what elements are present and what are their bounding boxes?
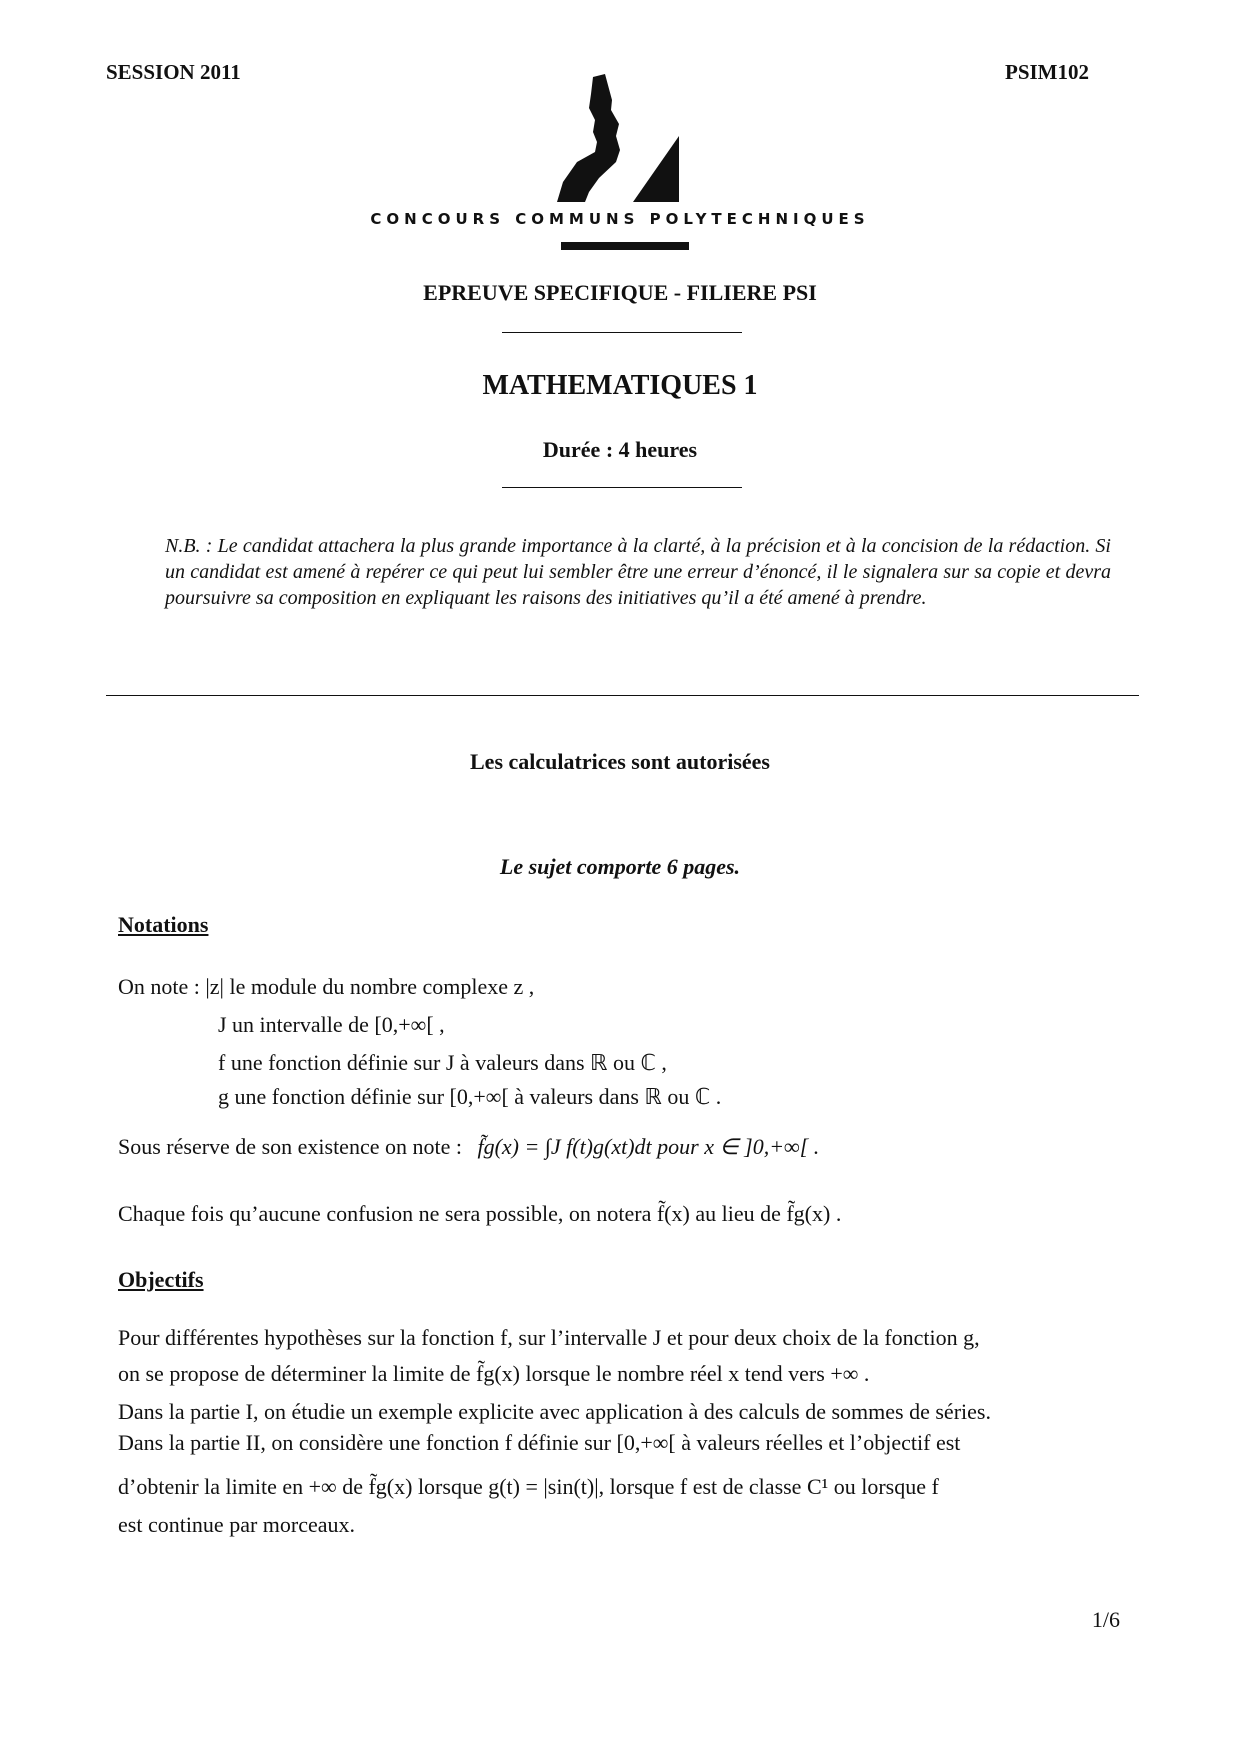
objectif-line: d’obtenir la limite en +∞ de f̃g(x) lorsque g(t) = |sin(t)|, lorsque f est de classe C¹ ou lorsque f [118,1474,939,1499]
objectif-line: Pour différentes hypothèses sur la fonction f, sur l’intervalle J et pour deux choix de la fonction g, [118,1325,980,1350]
objectif-line: est continue par morceaux. [118,1512,356,1537]
pages-note: Le sujet comporte 6 pages. [499,854,741,879]
notation-line: f une fonction définie sur J à valeurs dans ℝ ou ℂ , [218,1050,667,1075]
calculators-note: Les calculatrices sont autorisées [470,749,770,774]
divider [502,487,742,488]
notation-line: On note : |z| le module du nombre complexe z , [118,974,535,999]
exam-code: PSIM102 [1005,60,1089,84]
definition-line [118,1134,819,1160]
subject-title: MATHEMATIQUES 1 [482,370,758,401]
ccp-logo-icon [555,72,685,202]
notation-line: J un intervalle de [0,+∞[ , [218,1012,445,1037]
session-label: SESSION 2011 [106,60,241,84]
shorthand-line: Chaque fois qu’aucune confusion ne sera possible, on notera f̃(x) au lieu de f̃g(x) . [118,1201,842,1226]
epreuve-title: EPREUVE SPECIFIQUE - FILIERE PSI [423,280,817,305]
objectifs-heading: Objectifs [118,1267,204,1292]
divider [502,332,742,333]
definition-prefix: Sous réserve de son existence on note : [118,1134,462,1159]
definition-formula: f̃g(x) = ∫J f(t)g(xt)dt pour x ∈ ]0,+∞[ . [477,1134,820,1159]
notation-line: g une fonction définie sur [0,+∞[ à valeurs dans ℝ ou ℂ . [218,1084,722,1109]
section-rule [106,695,1139,696]
objectif-line: Dans la partie I, on étudie un exemple explicite avec application à des calculs de sommes de séries. [118,1399,991,1424]
objectif-line: Dans la partie II, on considère une fonction f définie sur [0,+∞[ à valeurs réelles et l’objectif est [118,1430,961,1455]
objectif-line: on se propose de déterminer la limite de f̃g(x) lorsque le nombre réel x tend vers +∞ . [118,1361,870,1386]
logo-bar [561,242,689,250]
page-number: 1/6 [1091,1607,1120,1632]
nb-note: N.B. : Le candidat attachera la plus grande importance à la clarté, à la précision et à la concision de la rédaction. Si un candidat est amené à repérer ce qui peut lui sembler être une erreur d’énoncé, il le signalera sur sa copie et devra poursuivre sa composition en expliquant les raisons des initiatives qu’il a été amené à prendre. [165,535,1111,609]
duration: Durée : 4 heures [542,437,698,462]
notations-heading: Notations [118,912,209,937]
logo-text: CONCOURS COMMUNS POLYTECHNIQUES [370,210,870,228]
